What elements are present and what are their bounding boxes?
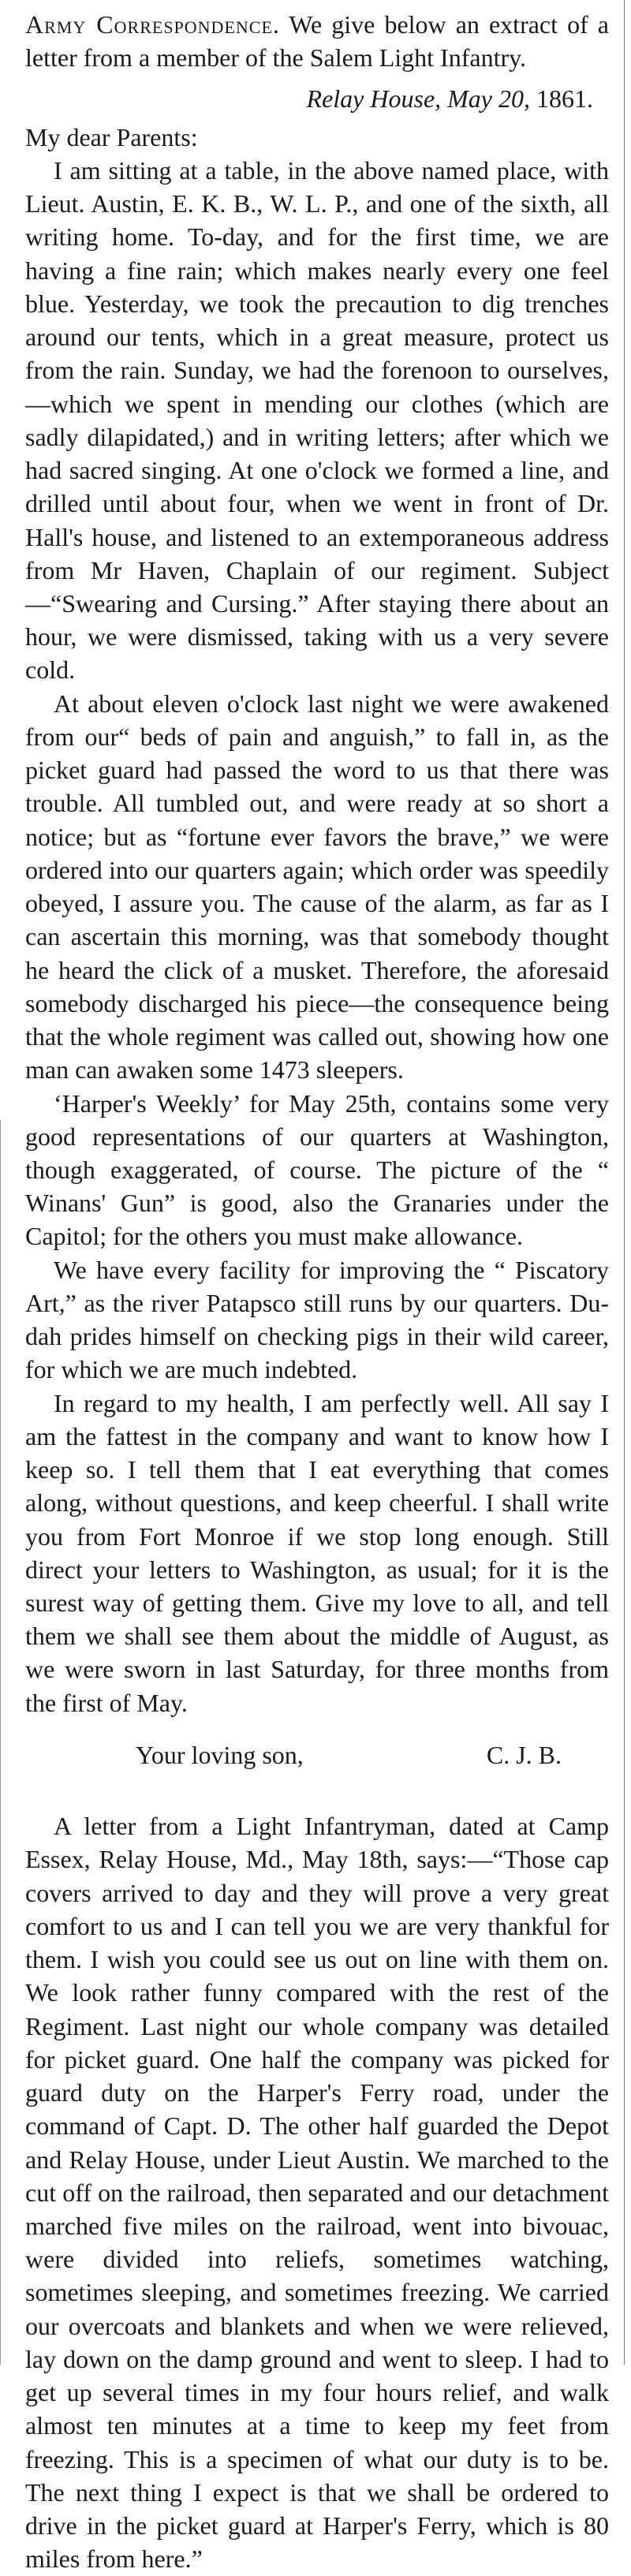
letter-signoff <box>25 1738 609 1771</box>
salutation: My dear Parents: <box>25 122 198 151</box>
article-heading: Army Correspondence. <box>25 10 280 39</box>
dateline <box>25 82 609 115</box>
column-rule-right <box>624 0 625 2365</box>
letter-paragraph: We have every facility for improving the “ Piscatory Art,” as the river Patapsco still runs by our quarters. Du-dah prides himself on checking pigs in their wild career, for which we are much indebted. <box>25 1255 609 1384</box>
letter-paragraph: In regard to my health, I am perfectly well. All say I am the fattest in the company and want to know how I keep so. I tell them that I eat everything that comes along, without questions, and keep cheerful. I shall write you from Fort Monroe if we stop long enough. Still direct your letters to Washington, as usual; for it is the surest way of getting them. Give my love to all, and tell them we shall see them about the middle of August, as we were sworn in last Saturday, for three months from the first of May. <box>25 1388 609 1717</box>
second-letter: A letter from a Light Infantryman, dated at Camp Essex, Relay House, Md., May 18th, says:—“Those cap covers arrived to day and they will prove a very great comfort to us and I can tell you we are very thankful for them. I wish you could see us out on line with them on. We look rather funny compared with the rest of the Regiment. Last night our whole company was detailed for picket guard. One half the company was picked for guard duty on the Harper's Ferry road, under the command of Capt. D. The other half guarded the Depot and Relay House, under Lieut Austin. We marched to the cut off on the railroad, then separated and our detachment marched five miles on the railroad, went into bivouac, were divided into reliefs, sometimes watching, sometimes sleeping, and sometimes freezing. We carried our overcoats and blankets and when we were relieved, lay down on the damp ground and went to sleep. I had to get up several times in my four hours relief, and walk almost ten minutes at a time to keep my feet from freezing. This is a specimen of what our duty is to be. The next thing I expect is that we shall be ordered to drive in the picket guard at Harper's Ferry, which is 80 miles from here.” <box>25 1812 609 2574</box>
dateline-year: 1861. <box>536 84 593 114</box>
newspaper-column <box>25 8 609 2576</box>
closing: Your loving son, <box>136 1740 304 1769</box>
intro-text: We give below an extract of a letter from a member of the Salem Light Infantry. <box>25 10 609 73</box>
signature: C. J. B. <box>486 1740 562 1769</box>
column-rule-left <box>0 1120 1 2365</box>
letter-paragraph: I am sitting at a table, in the above named place, with Lieut. Austin, E. K. B., W. L. P., and one of the sixth, all writing home. To-day, and for the first time, we are having a fine rain; which makes nearly every one feel blue. Yesterday, we took the precaution to dig trenches around our tents, which in a great measure, protect us from the rain. Sunday, we had the forenoon to ourselves,—which we spent in mending our clothes (which are sadly dilapidated,) and in writing letters; after which we had sacred singing. At one o'clock we formed a line, and drilled until about four, when we went in front of Dr. Hall's house, and listened to an extemporaneous address from Mr Haven, Chaplain of our regiment. Subject—“Swearing and Cursing.” After staying there about an hour, we were dismissed, taking with us a very severe cold. <box>25 155 609 685</box>
article-intro <box>25 8 609 74</box>
dateline-place: Relay House, May 20, <box>306 84 530 114</box>
letter-paragraph: ‘Harper's Weekly’ for May 25th, contains some very good representations of our quarters at Washington, though exaggerated, of course. The picture of the “ Winans' Gun” is good, also the Granaries under the Capitol; for the others you must make allowance. <box>25 1088 609 1251</box>
letter-paragraph: At about eleven o'clock last night we were awakened from our“ beds of pain and anguish,” to fall in, as the picket guard had passed the word to us that there was trouble. All tumbled out, and were ready at so short a notice; but as “fortune ever favors the brave,” we were ordered into our quarters again; which order was speedily obeyed, I assure you. The cause of the alarm, as far as I can ascertain this morning, was that somebody thought he heard the click of a musket. Therefore, the aforesaid somebody discharged his piece—the consequence being that the whole regiment was called out, showing how one man can awaken some 1473 sleepers. <box>25 689 609 1085</box>
